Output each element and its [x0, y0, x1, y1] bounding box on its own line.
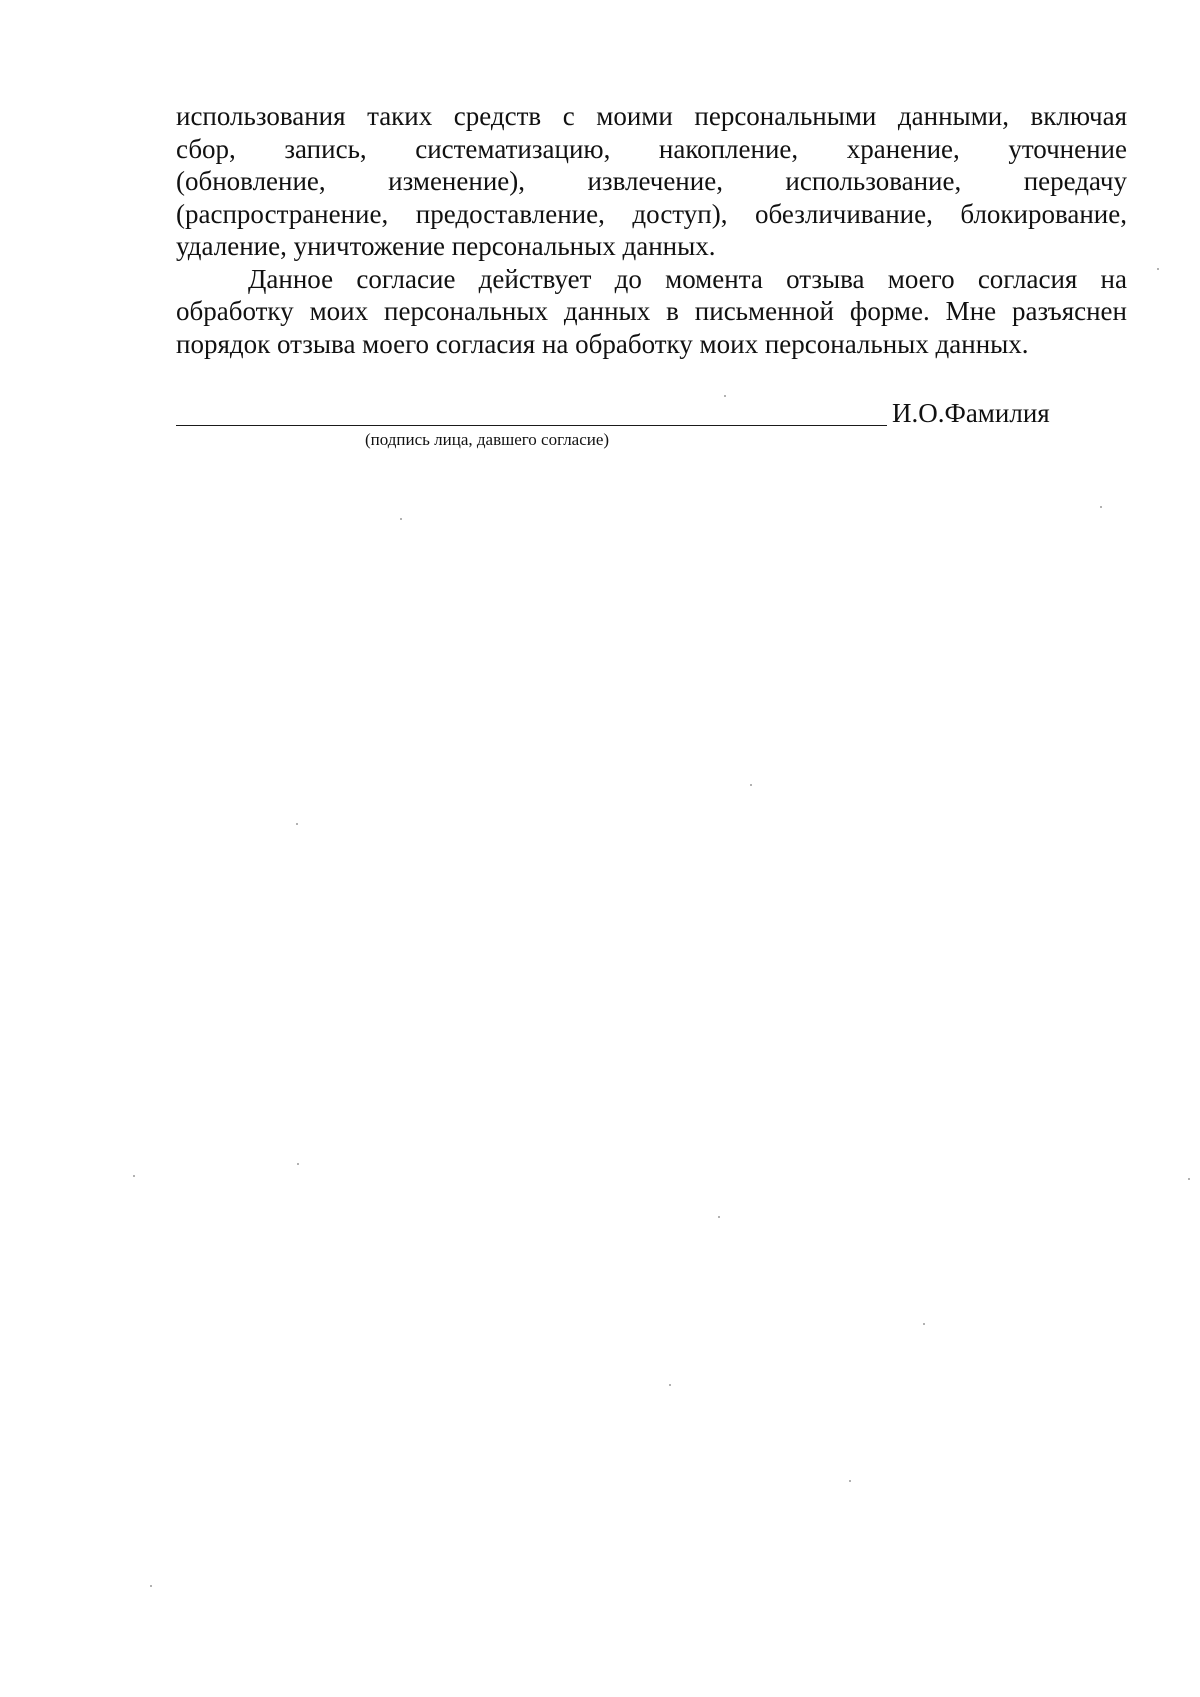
signer-name: И.О.Фамилия [892, 398, 1050, 428]
text-line: (распространение, предоставление, доступ), обезличивание, блокирование, [176, 198, 1127, 229]
scan-speck [724, 395, 726, 397]
text-line: Данное согласие действует до момента отзыва моего согласия на [248, 263, 1127, 294]
text-line: сбор, запись, систематизацию, накопление, хранение, уточнение [176, 133, 1127, 164]
scan-speck [1100, 506, 1102, 508]
scan-speck [718, 1216, 720, 1218]
scan-speck [923, 1323, 925, 1325]
scan-speck [1157, 268, 1159, 270]
scan-speck [400, 518, 402, 520]
scan-speck [297, 1163, 299, 1165]
signature-caption: (подпись лица, давшего согласие) [365, 430, 610, 449]
text-line: удаление, уничтожение персональных данных. [176, 231, 716, 261]
scan-speck [849, 1480, 851, 1482]
paragraph-2 [176, 263, 1127, 361]
text-line: (обновление, изменение), извлечение, использование, передачу [176, 166, 1127, 196]
scan-speck [750, 784, 752, 786]
paragraph-1 [176, 100, 1127, 263]
text-line: обработку моих персональных данных в письменной форме. Мне разъяснен [176, 296, 1127, 326]
signature-line [176, 425, 887, 426]
scan-speck [1188, 1178, 1190, 1180]
scan-speck [150, 1585, 152, 1587]
scan-speck [133, 1175, 135, 1177]
body-text [176, 100, 1127, 360]
scan-speck [669, 1384, 671, 1386]
scan-speck [296, 823, 298, 825]
text-line: использования таких средств с моими персональными данными, включая [176, 101, 1127, 131]
signature-row [176, 395, 1127, 435]
text-line: порядок отзыва моего согласия на обработку моих персональных данных. [176, 328, 1029, 359]
